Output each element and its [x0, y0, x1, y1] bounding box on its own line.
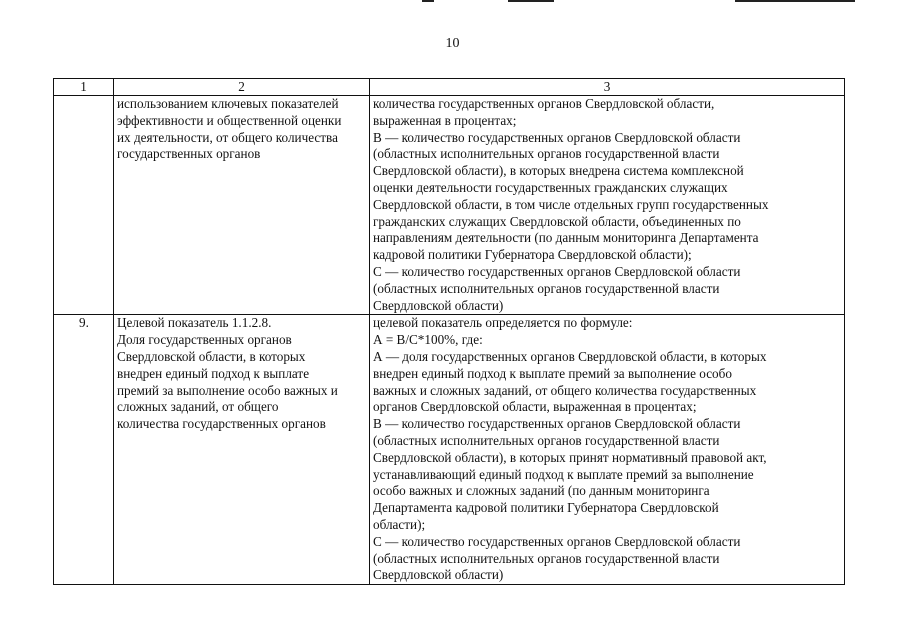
text-line: направлениям деятельности (по данным мониторинга Департамента	[373, 230, 759, 246]
text-line: Свердловской области)	[373, 297, 504, 313]
text-line: А = В/С*100%, где:	[373, 332, 483, 348]
formula-description-cell	[370, 315, 845, 585]
text-line: целевой показатель определяется по формуле:	[373, 315, 633, 331]
text-line: С — количество государственных органов Свердловской области	[373, 533, 741, 549]
text-line: Департамента кадровой политики Губернатора Свердловской	[373, 500, 719, 516]
scan-mark	[735, 0, 855, 2]
text-line: премий за выполнение особо важных и	[117, 382, 338, 398]
table-header-row	[54, 79, 845, 96]
table-row	[54, 96, 845, 315]
indicator-table	[53, 78, 845, 585]
text-line: Целевой показатель 1.1.2.8.	[117, 315, 272, 331]
text-line: государственных органов	[117, 146, 261, 162]
text-line: области);	[373, 516, 426, 532]
text-line: Свердловской области, в том числе отдельных групп государственных	[373, 196, 769, 212]
text-line: количества государственных органов	[117, 416, 326, 432]
scan-mark	[508, 0, 554, 2]
text-line: С — количество государственных органов Свердловской области	[373, 263, 741, 279]
text-line: важных и сложных заданий, от общего количества государственных	[373, 382, 757, 398]
header-cell-2: 2	[114, 79, 370, 96]
text-line: Свердловской области), в которых принят нормативный правовой акт,	[373, 449, 767, 465]
page-number: 10	[445, 36, 460, 51]
text-line: (областных исполнительных органов государственной власти	[373, 432, 720, 448]
text-line: сложных заданий, от общего	[117, 399, 279, 415]
formula-description-cell	[370, 96, 845, 315]
text-line: Доля государственных органов	[117, 332, 292, 348]
text-line: Свердловской области), в которых внедрена система комплексной	[373, 163, 744, 179]
text-line: их деятельности, от общего количества	[117, 129, 338, 145]
table-row	[54, 315, 845, 585]
indicator-name-cell	[114, 96, 370, 315]
text-line: устанавливающий единый подход к выплате премий за выполнение	[373, 466, 754, 482]
indicator-name-cell	[114, 315, 370, 585]
text-line: (областных исполнительных органов государственной власти	[373, 146, 720, 162]
text-line: гражданских служащих Свердловской области, объединенных по	[373, 213, 741, 229]
row-number-cell	[54, 96, 114, 315]
text-line: внедрен единый подход к выплате премий за выполнение особо	[373, 365, 732, 381]
row-number-cell: 9.	[54, 315, 114, 585]
text-line: (областных исполнительных органов государственной власти	[373, 550, 720, 566]
text-line: органов Свердловской области, выраженная в процентах;	[373, 399, 697, 415]
header-cell-1: 1	[54, 79, 114, 96]
text-line: использованием ключевых показателей	[117, 96, 339, 111]
text-line: В — количество государственных органов Свердловской области	[373, 416, 741, 432]
text-line: Свердловской области)	[373, 567, 504, 583]
text-line: особо важных и сложных заданий (по данным мониторинга	[373, 483, 710, 499]
text-line: внедрен единый подход к выплате	[117, 365, 310, 381]
header-cell-3: 3	[370, 79, 845, 96]
scan-mark	[422, 0, 434, 2]
text-line: Свердловской области, в которых	[117, 348, 306, 364]
text-line: выраженная в процентах;	[373, 112, 517, 128]
text-line: кадровой политики Губернатора Свердловской области);	[373, 247, 692, 263]
text-line: В — количество государственных органов Свердловской области	[373, 129, 741, 145]
text-line: количества государственных органов Свердловской области,	[373, 96, 715, 111]
text-line: эффективности и общественной оценки	[117, 112, 342, 128]
text-line: (областных исполнительных органов государственной власти	[373, 280, 720, 296]
text-line: А — доля государственных органов Свердловской области, в которых	[373, 348, 767, 364]
text-line: оценки деятельности государственных гражданских служащих	[373, 179, 728, 195]
